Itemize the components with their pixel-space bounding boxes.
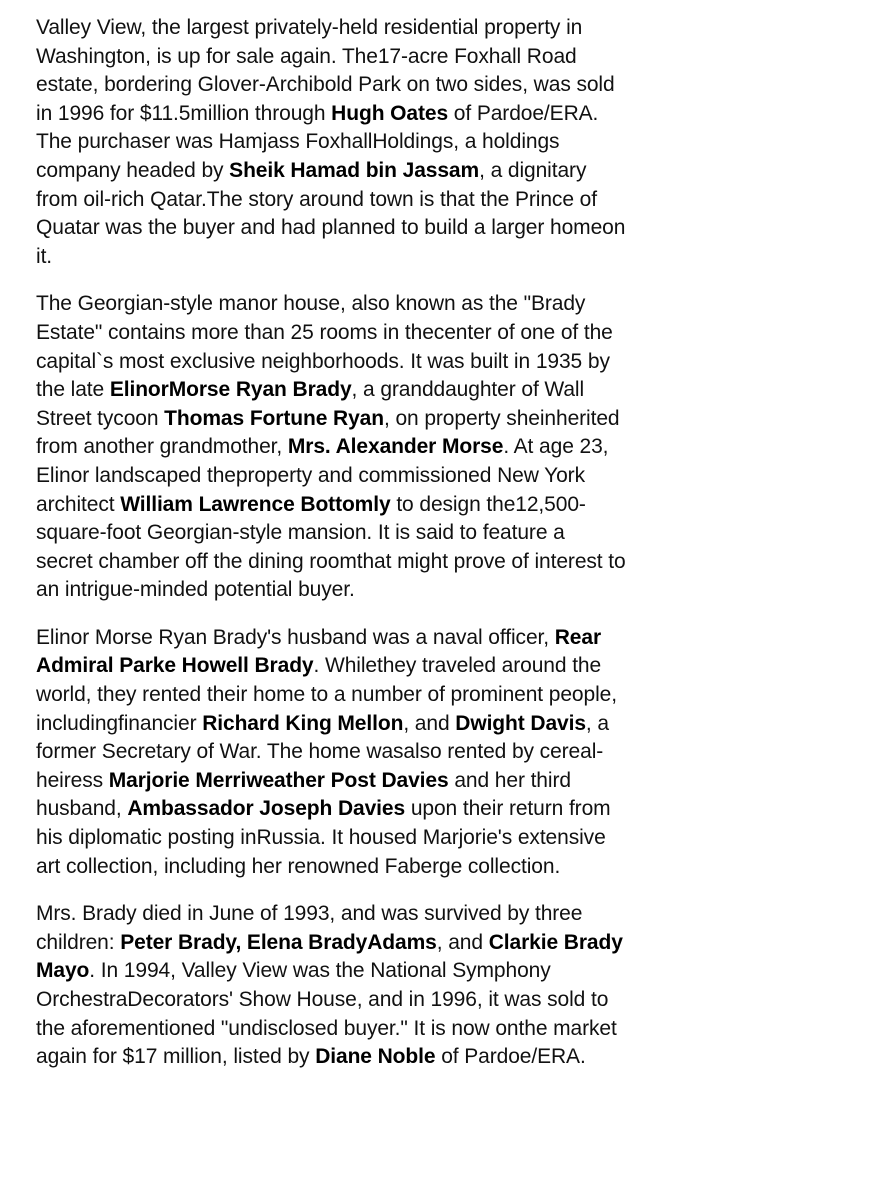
bold-name: Diane Noble bbox=[315, 1045, 436, 1069]
bold-name: Thomas Fortune Ryan bbox=[164, 406, 384, 430]
text-segment: of Pardoe/ERA. bbox=[435, 1045, 586, 1069]
text-segment: to design the12,500-square-foot Georgian-style mansion. It is said to feature a secret chamber off the dining roomthat might prove of interest to an intrigue-minded potential buyer. bbox=[36, 492, 626, 602]
text-segment: , a granddaughter of Wall Street tycoon bbox=[36, 378, 585, 430]
paragraph-1 bbox=[36, 14, 626, 271]
bold-name: Mrs. Alexander Morse bbox=[287, 435, 504, 459]
article-body bbox=[36, 14, 626, 1091]
text-segment: Valley View, the largest privately-held residential property in Washington, is up for sale again. The17-acre Foxhall Road estate, bordering Glover-Archibold Park on two sides, was sold in 1996 for $11.5million through bbox=[36, 16, 615, 125]
bold-name: ElinorMorse Ryan Brady bbox=[109, 378, 352, 402]
bold-name: Clarkie Brady Mayo bbox=[36, 930, 623, 983]
text-segment: Mrs. Brady died in June of 1993, and was survived by three children: bbox=[36, 902, 583, 954]
bold-name: Hugh Oates bbox=[331, 101, 449, 125]
text-segment: The Georgian-style manor house, also known as the "Brady Estate" contains more than 25 rooms in thecenter of one of the capital`s most exclusive neighborhoods. It was built in 1935 by the late bbox=[36, 292, 613, 402]
bold-name: William Lawrence Bottomly bbox=[120, 492, 391, 516]
text-segment: and her third husband, bbox=[36, 768, 571, 821]
text-segment: . At age 23, Elinor landscaped theproperty and commissioned New York architect bbox=[36, 435, 609, 516]
text-segment: upon their return from his diplomatic posting inRussia. It housed Marjorie's extensive art collection, including her renowned Faberge collection. bbox=[36, 797, 611, 878]
text-segment: . Whilethey traveled around the world, they rented their home to a number of prominent people, includingfinancier bbox=[36, 654, 617, 735]
text-segment: , and bbox=[403, 711, 456, 735]
text-segment: , and bbox=[436, 930, 489, 954]
bold-name: Ambassador Joseph Davies bbox=[127, 797, 406, 821]
paragraph-2 bbox=[36, 290, 626, 605]
text-segment: of Pardoe/ERA. The purchaser was Hamjass FoxhallHoldings, a holdings company headed by bbox=[36, 101, 599, 182]
bold-name: Marjorie Merriweather Post Davies bbox=[108, 768, 449, 792]
text-segment: . In 1994, Valley View was the National Symphony OrchestraDecorators' Show House, and in 1996, it was sold to the aforementioned "undisclosed buyer." It is now onthe market again for $17 million, listed by bbox=[36, 959, 617, 1069]
text-segment: , a former Secretary of War. The home wasalso rented by cereal-heiress bbox=[36, 711, 609, 792]
paragraph-4 bbox=[36, 900, 626, 1072]
bold-name: Peter Brady, Elena BradyAdams bbox=[120, 930, 437, 954]
text-segment: , a dignitary from oil-rich Qatar.The story around town is that the Prince of Quatar was the buyer and had planned to build a larger homeon it. bbox=[36, 158, 626, 268]
bold-name: Richard King Mellon bbox=[202, 711, 404, 735]
bold-name: Rear Admiral Parke Howell Brady bbox=[36, 625, 602, 678]
text-segment: , on property sheinherited from another grandmother, bbox=[36, 406, 620, 459]
text-segment: Elinor Morse Ryan Brady's husband was a naval officer, bbox=[36, 625, 555, 649]
bold-name: Sheik Hamad bin Jassam bbox=[229, 158, 480, 182]
paragraph-3 bbox=[36, 624, 626, 881]
bold-name: Dwight Davis bbox=[455, 711, 586, 735]
